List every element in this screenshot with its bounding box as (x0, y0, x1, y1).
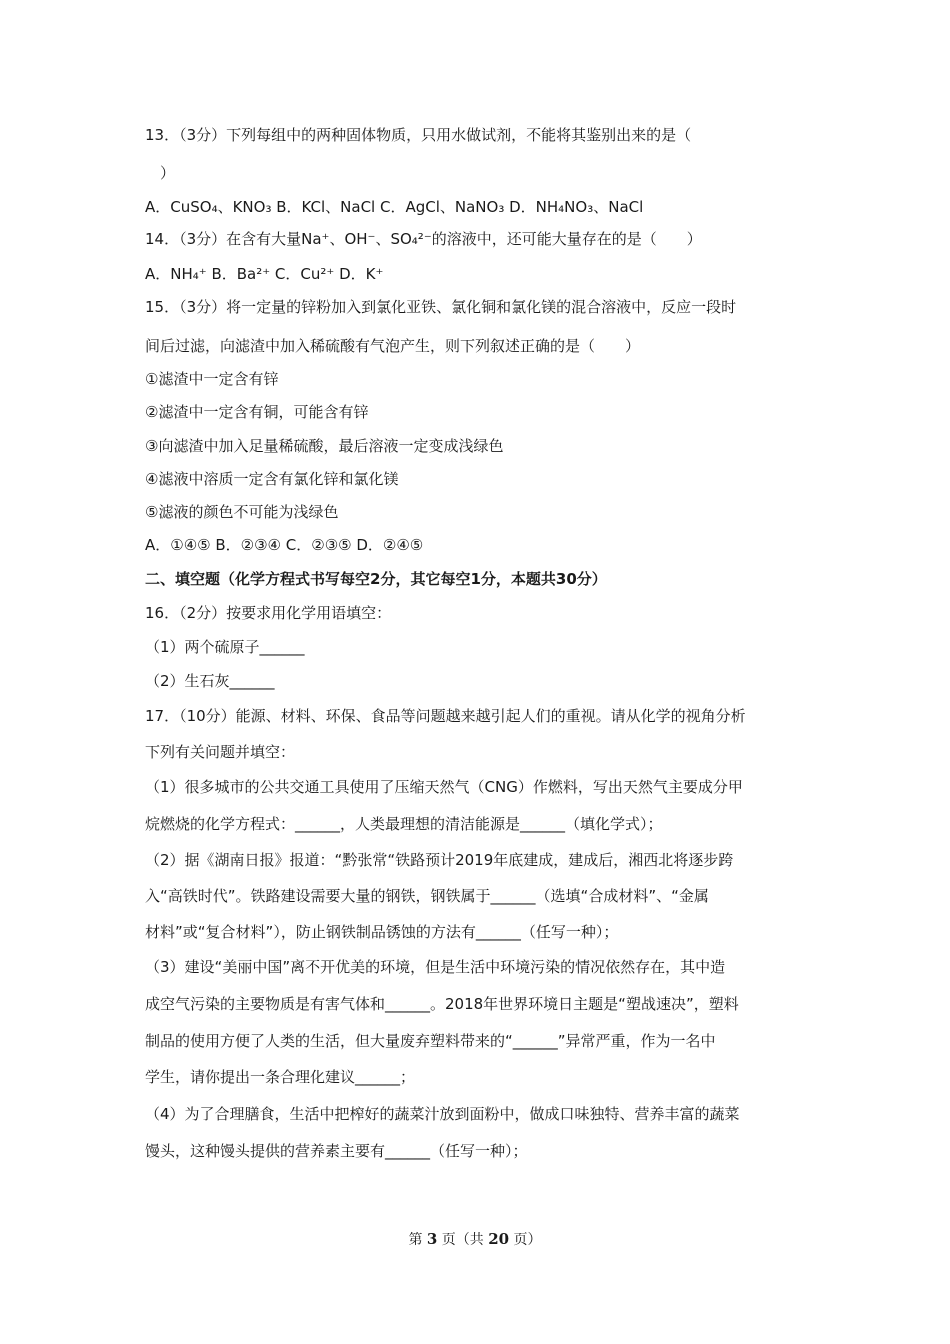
footer-page-total: 20 (488, 1230, 510, 1248)
text-line-7: 间后过滤，向滤渣中加入稀硫酸有气泡产生，则下列叙述正确的是（ ） (145, 337, 641, 355)
page-footer (0, 1229, 950, 1249)
text-line-28: 学生，请你提出一条合理化建议______； (145, 1068, 416, 1086)
text-line-25: （3）建设“美丽中国”离不开优美的环境，但是生活中环境污染的情况依然存在，其中造 (145, 958, 726, 976)
text-line-24: 材料”或“复合材料”），防止钢铁制品锈蚀的方法有______（任写一种）； (145, 923, 619, 941)
text-line-17: （2）生石灰______ (145, 672, 275, 690)
text-line-1: 13．（3分）下列每组中的两种固体物质，只用水做试剂，不能将其鉴别出来的是（ (145, 126, 692, 144)
text-line-21: 烷燃烧的化学方程式：______，人类最理想的清洁能源是______（填化学式）； (145, 815, 663, 833)
text-line-27: 制品的使用方便了人类的生活，但大量废弃塑料带来的“______”异常严重，作为一名中 (145, 1032, 716, 1050)
text-line-4: 14．（3分）在含有大量Na⁺、OH⁻、SO₄²⁻的溶液中，还可能大量存在的是（ ） (145, 230, 702, 248)
text-line-12: ⑤滤液的颜色不可能为浅绿色 (145, 503, 339, 521)
text-line-8: ①滤渣中一定含有锌 (145, 370, 279, 388)
footer-prefix: 第 (408, 1232, 427, 1248)
text-line-30: 馒头，这种馒头提供的营养素主要有______（任写一种）； (145, 1142, 528, 1160)
text-line-9: ②滤渣中一定含有铜，可能含有锌 (145, 403, 369, 421)
text-line-22: （2）据《湖南日报》报道：“黔张常“铁路预计2019年底建成，建成后，湘西北将逐步跨 (145, 851, 734, 869)
text-line-23: 入“高铁时代”。铁路建设需要大量的钢铁，钢铁属于______（选填“合成材料”、“金属 (145, 887, 709, 905)
text-line-3: A．CuSO₄、KNO₃ B．KCl、NaCl C．AgCl、NaNO₃ D．NH₄NO₃、NaCl (145, 198, 644, 216)
text-line-26: 成空气污染的主要物质是有害气体和______。2018年世界环境日主题是“塑战速决”，塑料 (145, 995, 739, 1013)
text-line-29: （4）为了合理膳食，生活中把榨好的蔬菜汁放到面粉中，做成口味独特、营养丰富的蔬菜 (145, 1105, 740, 1123)
text-line-19: 下列有关问题并填空： (145, 743, 296, 761)
footer-page-number: 3 (426, 1230, 438, 1248)
text-line-18: 17．（10分）能源、材料、环保、食品等问题越来越引起人们的重视。请从化学的视角分析 (145, 707, 746, 725)
text-line-11: ④滤液中溶质一定含有氯化锌和氯化镁 (145, 470, 399, 488)
text-line-13: A．①④⑤ B．②③④ C．②③⑤ D．②④⑤ (145, 536, 424, 554)
text-line-15: 16．（2分）按要求用化学用语填空： (145, 604, 392, 622)
text-line-14: 二、填空题（化学方程式书写每空2分，其它每空1分，本题共30分） (145, 570, 607, 588)
text-line-2: ） (160, 164, 176, 182)
footer-middle: 页（共 (437, 1232, 489, 1248)
footer-suffix: 页） (509, 1232, 542, 1248)
text-line-6: 15．（3分）将一定量的锌粉加入到氯化亚铁、氯化铜和氯化镁的混合溶液中，反应一段时 (145, 298, 737, 316)
text-line-20: （1）很多城市的公共交通工具使用了压缩天然气（CNG）作燃料，写出天然气主要成分甲 (145, 778, 743, 796)
text-line-5: A．NH₄⁺ B．Ba²⁺ C．Cu²⁺ D．K⁺ (145, 265, 384, 283)
text-line-10: ③向滤渣中加入足量稀硫酸，最后溶液一定变成浅绿色 (145, 437, 504, 455)
text-line-16: （1）两个硫原子______ (145, 638, 305, 656)
